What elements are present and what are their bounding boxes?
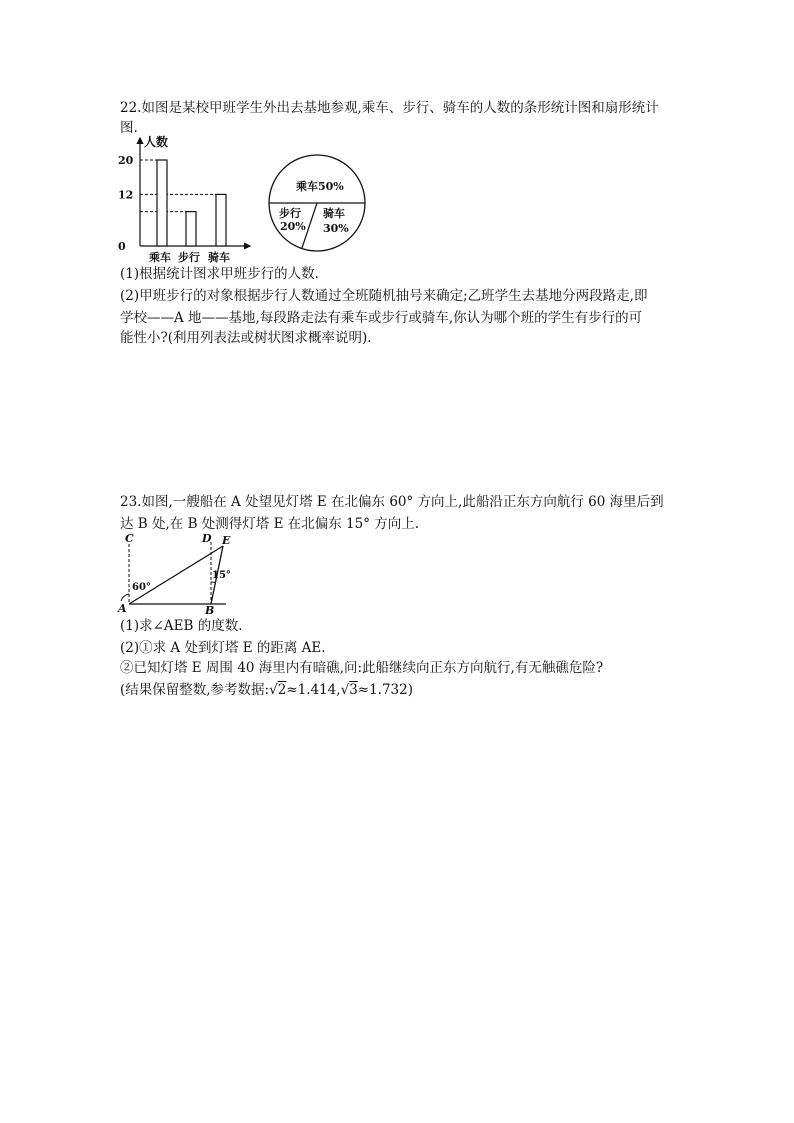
q23-note-approx2: ≈1.732) bbox=[357, 682, 414, 698]
q23-note: (结果保留整数,参考数据:√2≈1.414,√3≈1.732) bbox=[120, 682, 414, 698]
y-tick-label: 12 bbox=[118, 188, 134, 202]
angle-arc-b bbox=[211, 582, 215, 583]
q23-note-prefix: (结果保留整数,参考数据: bbox=[120, 682, 270, 698]
q22-sub2-line3: 能性小?(利用列表法或树状图求概率说明). bbox=[120, 330, 372, 346]
pie-label-qi-pct: 30% bbox=[323, 222, 349, 235]
q22-stem-line2: 图. bbox=[120, 120, 138, 136]
x-tick-label: 乘车 bbox=[149, 251, 171, 264]
q23-stem-line2: 达 B 处,在 B 处测得灯塔 E 在北偏东 15° 方向上. bbox=[120, 516, 420, 532]
angle-arc-a bbox=[121, 594, 129, 601]
x-tick-label: 骑车 bbox=[208, 251, 230, 264]
y-tick-label: 0 bbox=[118, 240, 126, 253]
angle-label-b: 15° bbox=[212, 570, 231, 581]
q23-stem-line1: 23.如图,一艘船在 A 处望见灯塔 E 在北偏东 60° 方向上,此船沿正东方向航行 60 海里后到 bbox=[120, 494, 664, 510]
pie-label-bu-name: 步行 bbox=[279, 207, 301, 220]
q23-sub3: ②已知灯塔 E 周围 40 海里内有暗礁,问:此船继续向正东方向航行,有无触礁危险? bbox=[120, 660, 604, 676]
q22-stem-line1: 22.如图是某校甲班学生外出去基地参观,乘车、步行、骑车的人数的条形统计图和扇形统计 bbox=[120, 100, 659, 116]
point-c: C bbox=[125, 532, 134, 545]
segment-ae bbox=[129, 546, 223, 604]
geometry-diagram bbox=[116, 532, 240, 618]
pie-label-cheng: 乘车50% bbox=[296, 180, 344, 193]
pie-label-bu-pct: 20% bbox=[280, 220, 306, 233]
y-tick-label: 20 bbox=[118, 154, 134, 167]
pie-label-qi-name: 骑车 bbox=[323, 207, 345, 220]
point-b: B bbox=[205, 604, 215, 617]
sqrt-2: 2 bbox=[277, 682, 287, 698]
bar-2 bbox=[216, 194, 226, 246]
bar-chart bbox=[112, 134, 262, 266]
point-e: E bbox=[222, 534, 231, 547]
x-tick-label: 步行 bbox=[178, 251, 200, 264]
point-d: D bbox=[202, 532, 212, 545]
y-axis-label: 人数 bbox=[144, 135, 169, 149]
bar-1 bbox=[186, 212, 196, 246]
q22-sub2-line2: 学校——A 地——基地,每段路走法有乘车或步行或骑车,你认为哪个班的学生有步行的可 bbox=[120, 310, 643, 326]
q23-sub1: (1)求∠AEB 的度数. bbox=[120, 618, 243, 634]
q22-sub2-line1: (2)甲班步行的对象根据步行人数通过全班随机抽号来确定;乙班学生去基地分两段路走,即 bbox=[120, 288, 648, 304]
point-a: A bbox=[118, 602, 127, 615]
q22-sub1: (1)根据统计图求甲班步行的人数. bbox=[120, 266, 319, 282]
q23-sub2: (2)①求 A 处到灯塔 E 的距离 AE. bbox=[120, 640, 326, 656]
sqrt-3: 3 bbox=[349, 682, 358, 698]
pie-chart bbox=[266, 152, 368, 254]
angle-label-a: 60° bbox=[132, 582, 151, 593]
q23-note-approx1: ≈1.414, bbox=[286, 682, 341, 698]
bar-0 bbox=[157, 160, 167, 246]
